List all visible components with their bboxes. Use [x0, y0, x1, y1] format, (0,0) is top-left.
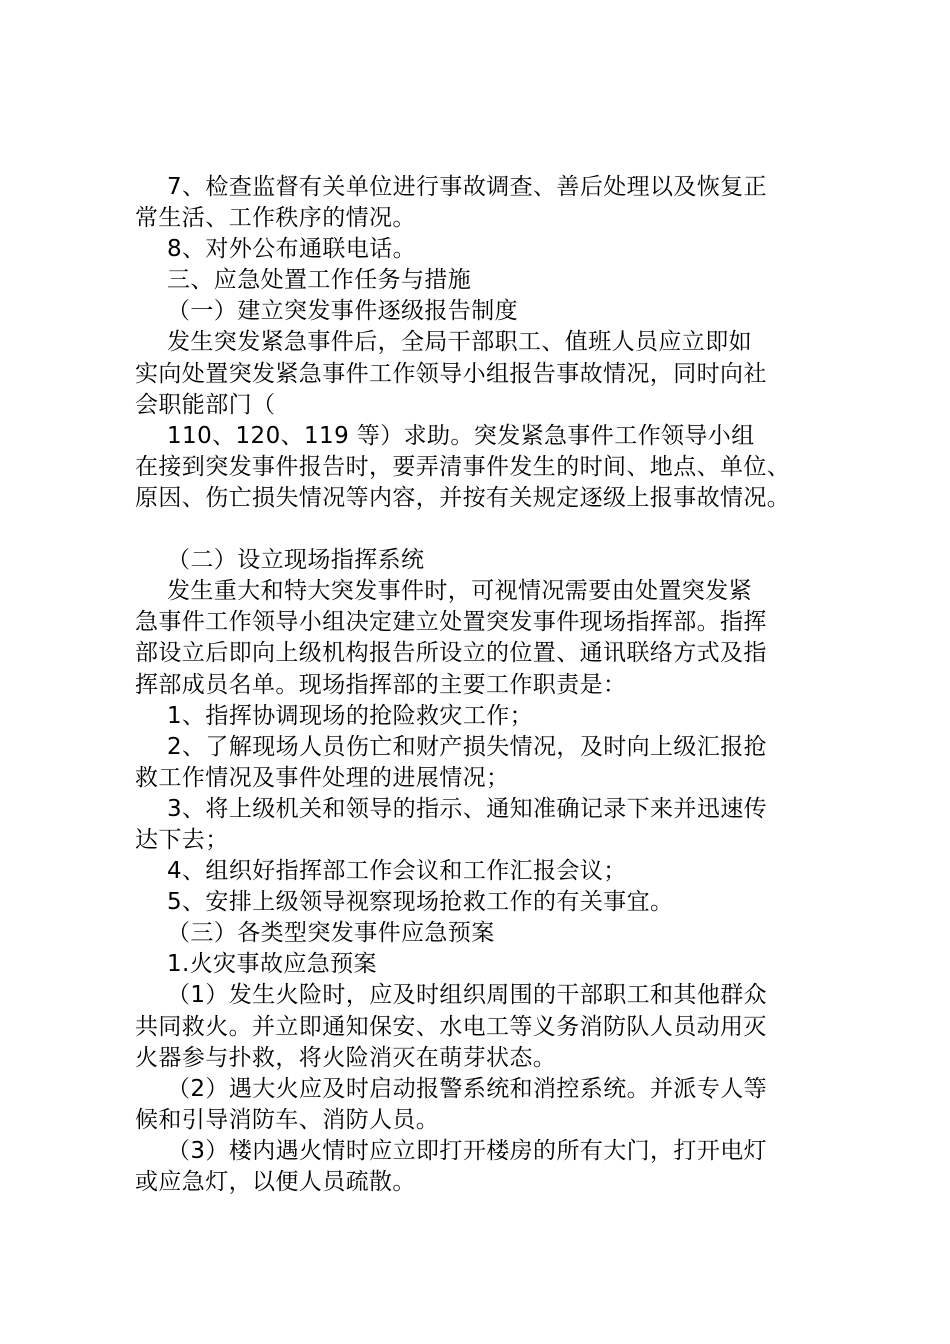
- paragraph-line: 发生突发紧急事件后，全局干部职工、值班人员应立即如: [167, 329, 752, 356]
- blank-line: [135, 514, 845, 545]
- list-item: （3）楼内遇火情时应立即打开楼房的所有大门，打开电灯: [167, 1137, 768, 1164]
- paragraph-line: 110、120、119 等）求助。突发紧急事件工作领导小组: [167, 422, 755, 449]
- list-item: 4、组织好指挥部工作会议和工作汇报会议；: [167, 858, 627, 885]
- list-item: （2）遇大火应及时启动报警系统和消控系统。并派专人等: [167, 1075, 768, 1102]
- paragraph-line: 8、对外公布通联电话。: [167, 236, 417, 263]
- paragraph-line: 挥部成员名单。现场指挥部的主要工作职责是：: [135, 671, 627, 698]
- subsection-heading: （三）各类型突发事件应急预案: [167, 920, 495, 947]
- paragraph-line: 原因、伤亡损失情况等内容，并按有关规定逐级上报事故情况。: [135, 484, 791, 511]
- paragraph-line: 发生重大和特大突发事件时，可视情况需要由处置突发紧: [167, 578, 752, 605]
- paragraph-line: 达下去；: [135, 826, 229, 853]
- subsection-heading: （一）建立突发事件逐级报告制度: [167, 298, 518, 325]
- paragraph-line: 会职能部门（: [135, 391, 276, 418]
- paragraph-line: 火器参与扑救，将火险消灭在萌芽状态。: [135, 1044, 557, 1071]
- paragraph-line: 实向处置突发紧急事件工作领导小组报告事故情况，同时向社: [135, 360, 767, 387]
- list-item: 3、将上级机关和领导的指示、通知准确记录下来并迅速传: [167, 795, 768, 822]
- paragraph-line: 7、检查监督有关单位进行事故调查、善后处理以及恢复正: [167, 174, 768, 200]
- section-heading: 三、应急处置工作任务与措施: [167, 267, 472, 294]
- list-item: 2、了解现场人员伤亡和财产损失情况，及时向上级汇报抢: [167, 733, 768, 760]
- list-item: 5、安排上级领导视察现场抢救工作的有关事宜。: [167, 889, 674, 916]
- paragraph-line: 部设立后即向上级机构报告所设立的位置、通讯联络方式及指: [135, 640, 767, 667]
- list-item: （1）发生火险时，应及时组织周围的干部职工和其他群众: [167, 982, 768, 1009]
- paragraph-line: 候和引导消防车、消防人员。: [135, 1106, 440, 1133]
- list-item: 1、指挥协调现场的抢险救灾工作；: [167, 702, 534, 729]
- paragraph-line: 共同救火。并立即通知保安、水电工等义务消防队人员动用灭: [135, 1013, 767, 1040]
- subsection-heading: 1.火灾事故应急预案: [167, 951, 377, 978]
- paragraph-line: 在接到突发事件报告时，要弄清事件发生的时间、地点、单位、: [135, 453, 791, 480]
- paragraph-line: 常生活、工作秩序的情况。: [135, 205, 416, 232]
- paragraph-line: 急事件工作领导小组决定建立处置突发事件现场指挥部。指挥: [135, 609, 767, 636]
- paragraph-line: 或应急灯，以便人员疏散。: [135, 1169, 416, 1195]
- subsection-heading: （二）设立现场指挥系统: [167, 547, 425, 574]
- paragraph-line: 救工作情况及事件处理的进展情况；: [135, 764, 510, 791]
- document-body: [135, 172, 845, 1198]
